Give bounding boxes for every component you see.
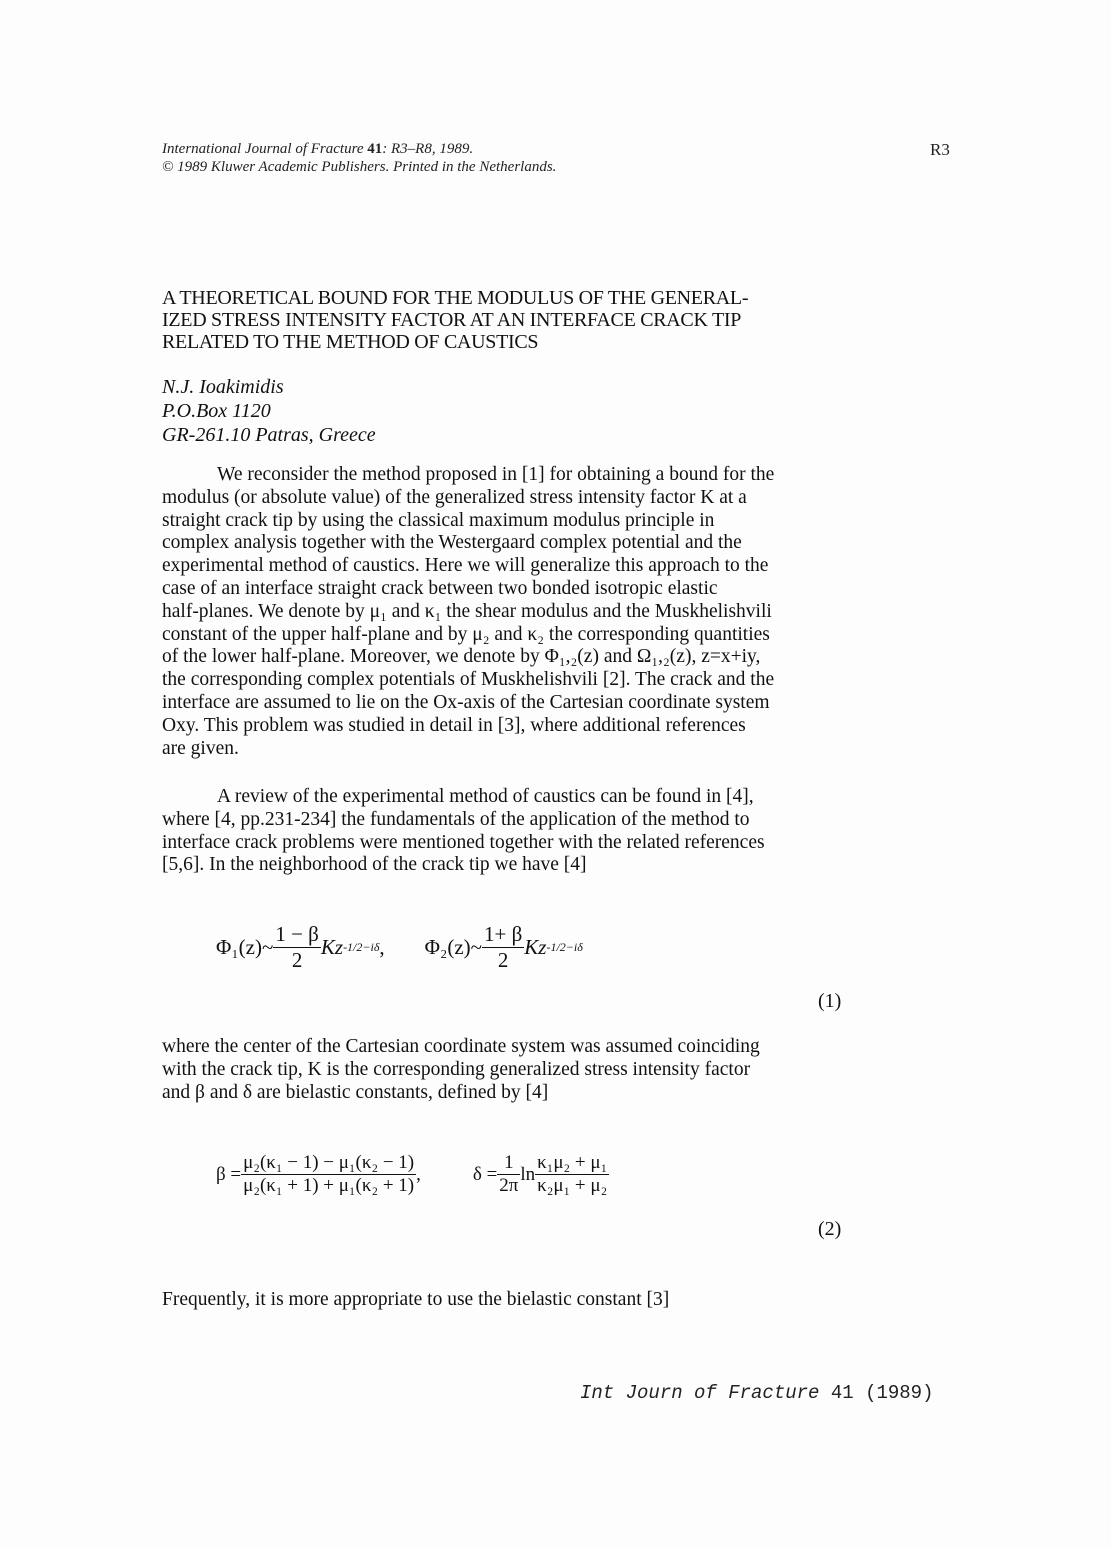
- eq1-kz-2: Kz: [524, 935, 547, 959]
- text-line: and β and δ are bielastic constants, defined by [4]: [162, 1081, 549, 1103]
- eq2-ln: ln: [520, 1163, 536, 1185]
- text-line: A review of the experimental method of caustics can be found in [4],: [217, 786, 754, 807]
- eq2-delta-coef-numerator: 1: [497, 1152, 520, 1175]
- eq1-exponent-2: -1/2−iδ: [546, 940, 583, 954]
- text-line: with the crack tip, K is the corresponding generalized stress intensity factor: [162, 1058, 751, 1080]
- text-line: where [4, pp.231-234] the fundamentals of the application of the method to: [162, 808, 750, 830]
- text-line: where the center of the Cartesian coordinate system was assumed coinciding: [162, 1036, 760, 1057]
- text-line: straight crack tip by using the classical maximum modulus principle in: [162, 509, 715, 531]
- eq1-kz: Kz: [320, 935, 344, 959]
- paragraph-intro: [162, 464, 882, 760]
- journal-citation-line: [162, 140, 556, 158]
- text-line: complex analysis together with the Westergaard complex potential and the: [162, 532, 742, 554]
- author-city: GR-261.10 Patras, Greece: [162, 424, 376, 446]
- text-line: are given.: [162, 737, 239, 759]
- eq2-delta-numerator: κ₁μ₂ + μ₁: [537, 1152, 608, 1173]
- equation-2-number: (2): [818, 1218, 842, 1240]
- eq1-exponent: -1/2−iδ: [343, 940, 380, 954]
- eq2-delta-denominator: κ₂μ₁ + μ₂: [537, 1175, 608, 1196]
- page-footer: [580, 1382, 933, 1404]
- eq1-phi2-denominator: 2: [497, 948, 509, 972]
- author-box: P.O.Box 1120: [162, 400, 271, 422]
- equation-1-number: (1): [818, 990, 842, 1012]
- eq1-phi2-fraction: [482, 922, 524, 973]
- eq1-phi2-numerator: 1+ β: [484, 922, 523, 946]
- text-line: [5,6]. In the neighborhood of the crack tip we have [4]: [162, 854, 587, 876]
- eq2-beta-lhs: β =: [216, 1163, 242, 1185]
- text-line: modulus (or absolute value) of the generalized stress intensity factor K at a: [162, 486, 747, 508]
- paragraph-frequently: [162, 1289, 882, 1312]
- equation-1: [216, 922, 583, 973]
- eq2-comma: ,: [416, 1163, 421, 1185]
- equation-2: [216, 1152, 609, 1197]
- author-name: N.J. Ioakimidis: [162, 376, 284, 398]
- eq1-phi1-numerator: 1 − β: [275, 922, 319, 946]
- text-line: half-planes. We denote by μ₁ and κ₁ the shear modulus and the Muskhelishvili: [162, 600, 772, 622]
- journal-name: International Journal of Fracture: [162, 141, 364, 157]
- text-line: Frequently, it is more appropriate to use the bielastic constant [3]: [162, 1289, 670, 1310]
- eq2-delta-fraction: [535, 1152, 609, 1197]
- footer-journal: Int Journ of Fracture: [580, 1382, 820, 1404]
- text-line: interface are assumed to lie on the Ox-axis of the Cartesian coordinate system: [162, 691, 770, 713]
- copyright-line: © 1989 Kluwer Academic Publishers. Printed in the Netherlands.: [162, 159, 557, 175]
- journal-pages-year: : R3–R8, 1989.: [382, 141, 474, 157]
- eq1-phi2-lhs: Φ₂(z)~: [424, 935, 482, 959]
- eq1-comma: ,: [379, 935, 385, 959]
- eq2-beta-denominator: μ₂(κ₁ + 1) + μ₁(κ₂ + 1): [243, 1175, 415, 1196]
- title-line: A THEORETICAL BOUND FOR THE MODULUS OF THE GENERAL-: [162, 287, 749, 309]
- text-line: We reconsider the method proposed in [1] for obtaining a bound for the: [217, 464, 775, 485]
- paragraph-caustics: [162, 786, 882, 877]
- title-line: RELATED TO THE METHOD OF CAUSTICS: [162, 331, 539, 353]
- text-line: the corresponding complex potentials of Muskhelishvili [2]. The crack and the: [162, 669, 775, 691]
- text-line: Oxy. This problem was studied in detail in [3], where additional references: [162, 714, 746, 736]
- eq2-delta-lhs: δ =: [472, 1163, 498, 1185]
- eq2-delta-coef-denominator: 2π: [499, 1175, 519, 1196]
- paper-title: [162, 287, 882, 353]
- footer-volume-year: 41 (1989): [830, 1382, 934, 1404]
- paragraph-constants: [162, 1036, 882, 1104]
- eq2-beta-fraction: [241, 1152, 416, 1197]
- journal-header: [162, 140, 556, 176]
- title-line: IZED STRESS INTENSITY FACTOR AT AN INTERFACE CRACK TIP: [162, 309, 742, 331]
- eq1-phi1-fraction: [273, 922, 321, 973]
- journal-volume: 41: [367, 141, 383, 157]
- text-line: experimental method of caustics. Here we will generalize this approach to the: [162, 555, 769, 577]
- page-label: R3: [930, 140, 950, 159]
- eq1-phi1-lhs: Φ₁(z)~: [216, 935, 274, 959]
- eq1-phi1-denominator: 2: [291, 948, 303, 972]
- text-line: interface crack problems were mentioned together with the related references: [162, 831, 765, 853]
- eq2-delta-coefficient: [497, 1152, 520, 1197]
- text-line: case of an interface straight crack between two bonded isotropic elastic: [162, 577, 718, 599]
- text-line: of the lower half-plane. Moreover, we denote by Φ₁,₂(z) and Ω₁,₂(z), z=x+iy,: [162, 646, 761, 668]
- eq2-beta-numerator: μ₂(κ₁ − 1) − μ₁(κ₂ − 1): [243, 1152, 415, 1173]
- text-line: constant of the upper half-plane and by μ₂ and κ₂ the corresponding quantities: [162, 623, 770, 645]
- author-block: [162, 375, 376, 447]
